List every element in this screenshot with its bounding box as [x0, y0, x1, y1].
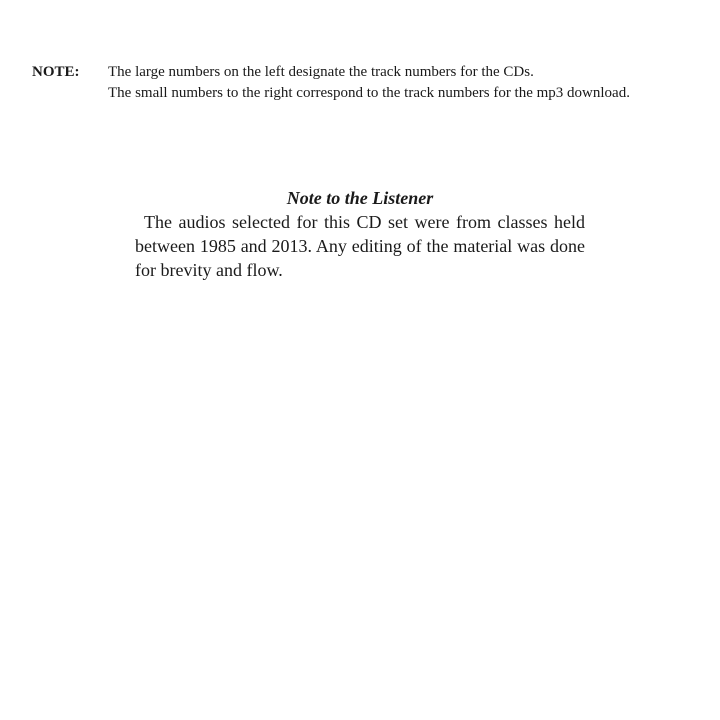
note-to-listener-title: Note to the Listener	[286, 188, 434, 208]
note-line-mp3-tracks: The small numbers to the right correspond to the track numbers for the mp3 download.	[108, 85, 630, 101]
track-number-note	[32, 62, 702, 104]
note-lines	[108, 62, 702, 104]
note-label: NOTE:	[32, 64, 80, 80]
note-to-listener-section	[135, 186, 585, 282]
note-line-cd-tracks: The large numbers on the left designate the track numbers for the CDs.	[108, 64, 534, 80]
note-to-listener-body: The audios selected for this CD set were from classes held between 1985 and 2013. Any editing of the material was done for brevity and flow.	[135, 212, 585, 280]
